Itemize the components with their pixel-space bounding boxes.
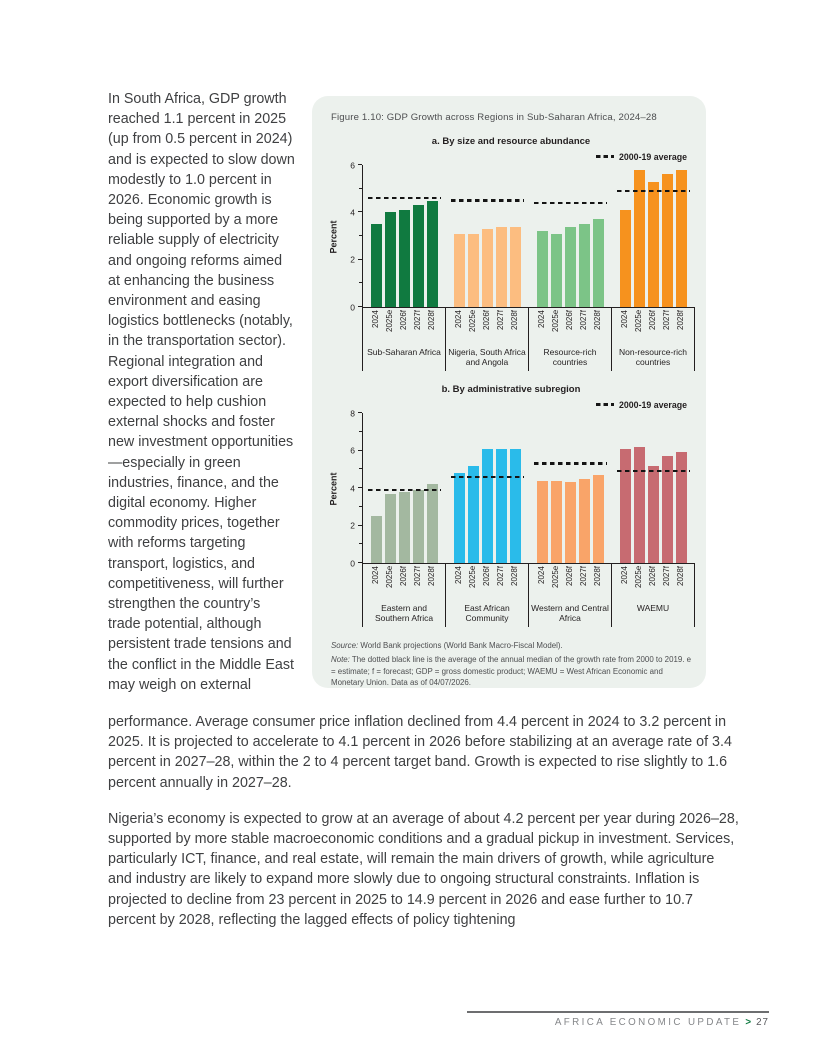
bar: [385, 212, 397, 307]
average-line: [617, 470, 690, 473]
year-labels: [612, 566, 694, 600]
bar: [413, 490, 425, 563]
year-tick-label: 2026f: [565, 566, 575, 587]
legend-label: 2000-19 average: [619, 399, 687, 410]
average-line: [617, 190, 690, 193]
figure-source-note: [331, 640, 691, 688]
group-label: Resource-rich countries: [543, 347, 597, 368]
chart-row: [327, 159, 695, 312]
year-tick-label: 2026f: [565, 310, 575, 331]
plot-area: [362, 165, 695, 308]
year-labels: [612, 310, 694, 344]
year-tick-label: 2028f: [510, 310, 520, 331]
bar-group: [529, 413, 612, 563]
x-group: [362, 564, 445, 627]
body-text: [108, 712, 740, 930]
y-tick-label: 0: [350, 557, 355, 568]
bar: [551, 234, 563, 307]
paragraph-1: performance. Average consumer price inflation declined from 4.4 percent in 2024 to 3.2 percent in 2025. It is projected to accelerate to 4.1 percent in 2026 before stabilizing at an average rate of 3.4 percent in 2027–28, within the 2 to 4 percent target band. Growth is expected to rise slightly to 1.6 percent annually in 2027–28.: [108, 714, 732, 791]
bar: [427, 201, 439, 308]
year-tick-label: 2027f: [413, 566, 423, 587]
footer-page-number: 27: [756, 1017, 769, 1028]
year-tick-label: 2026f: [648, 310, 658, 331]
y-axis-title: [327, 413, 340, 564]
bar-group: [446, 165, 529, 307]
year-tick-label: 2028f: [427, 310, 437, 331]
group-label: Western and Central Africa: [531, 603, 609, 624]
bar-group: [612, 165, 695, 307]
group-label: East African Community: [464, 603, 510, 624]
year-tick-label: 2025e: [551, 310, 561, 333]
bar: [620, 210, 632, 307]
year-tick-label: 2026f: [482, 310, 492, 331]
average-line-legend-swatch: [596, 403, 614, 406]
y-tick-label: 6: [350, 159, 355, 170]
bar: [454, 234, 466, 307]
y-tick-label: 8: [350, 407, 355, 418]
x-axis-band: [327, 308, 695, 371]
group-label: WAEMU: [636, 603, 670, 614]
group-label: Eastern and Southern Africa: [374, 603, 434, 624]
bar: [565, 482, 577, 563]
year-tick-label: 2025e: [634, 310, 644, 333]
year-tick-label: 2028f: [510, 566, 520, 587]
bar: [662, 174, 674, 307]
year-tick-label: 2028f: [676, 566, 686, 587]
bar: [634, 447, 646, 563]
chart-panel-b: [327, 384, 695, 627]
chart-panel-a: [327, 136, 695, 371]
bar: [510, 227, 522, 307]
year-labels: [363, 310, 445, 344]
bar-group: [612, 413, 695, 563]
panel-title: b. By administrative subregion: [441, 384, 581, 396]
average-line: [368, 489, 441, 492]
bar: [537, 231, 549, 307]
y-axis-title: [327, 165, 340, 308]
x-group: [445, 564, 528, 627]
year-tick-label: 2024: [620, 310, 630, 328]
panel-title: a. By size and resource abundance: [431, 136, 591, 147]
bar: [593, 475, 605, 563]
bar: [482, 449, 494, 563]
year-tick-label: 2027f: [662, 310, 672, 331]
year-tick-label: 2026f: [482, 566, 492, 587]
year-tick-label: 2025e: [468, 566, 478, 589]
bar: [565, 227, 577, 307]
average-line: [451, 476, 524, 479]
bar: [399, 492, 411, 563]
bar: [579, 224, 591, 307]
x-group: [611, 564, 694, 627]
y-axis: [340, 407, 362, 568]
year-tick-label: 2027f: [579, 566, 589, 587]
bar: [385, 494, 397, 563]
source-label: Source:: [331, 641, 359, 651]
year-tick-label: 2027f: [579, 310, 589, 331]
year-tick-label: 2025e: [468, 310, 478, 333]
y-tick-label: 4: [350, 207, 355, 218]
y-tick-label: 0: [350, 301, 355, 312]
bar: [371, 516, 383, 563]
average-line: [368, 197, 441, 200]
bar: [648, 182, 660, 307]
year-labels: [446, 566, 528, 600]
footer-rule: [467, 1011, 769, 1013]
y-tick-label: 2: [350, 520, 355, 531]
bar: [482, 229, 494, 307]
year-labels: [363, 566, 445, 600]
x-axis-spacer: [327, 564, 362, 627]
x-group: [528, 564, 611, 627]
source-text: World Bank projections (World Bank Macro-Fiscal Model).: [358, 641, 563, 651]
bar: [579, 479, 591, 563]
average-line: [451, 199, 524, 202]
year-tick-label: 2026f: [399, 310, 409, 331]
year-tick-label: 2028f: [676, 310, 686, 331]
year-tick-label: 2027f: [413, 310, 423, 331]
year-tick-label: 2024: [620, 566, 630, 584]
footer-report-title: AFRICA ECONOMIC UPDATE: [554, 1017, 742, 1028]
figure-title: Figure 1.10: GDP Growth across Regions in Sub-Saharan Africa, 2024–28: [331, 112, 657, 123]
source-line: [331, 640, 691, 651]
legend: [327, 151, 687, 162]
year-tick-label: 2025e: [385, 310, 395, 333]
paragraph-2: Nigeria’s economy is expected to grow at an average of about 4.2 percent per year during 2026–28, supported by more stable macroeconomic conditions and a gradual pickup in investment. Services, particularly ICT, finance, and real estate, will remain the main drivers of growth, while agriculture and industry are likely to expand more slowly due to ongoing structural constraints. Inflation is projected to decline from 23 percent in 2025 to 14.9 percent in 2026 and ease further to 10.7 percent by 2028, reflecting the lagged effects of policy tightening: [108, 810, 739, 928]
note-line: [331, 654, 691, 688]
bar: [593, 219, 605, 307]
year-tick-label: 2024: [537, 566, 547, 584]
year-tick-label: 2024: [454, 310, 464, 328]
x-groups: [362, 564, 695, 627]
bar: [399, 210, 411, 307]
bar: [510, 449, 522, 563]
x-axis-spacer: [327, 308, 362, 371]
note-text: The dotted black line is the average of the annual median of the growth rate from 2000 to 2019. e = estimate; f = forecast; GDP = gross domestic product; WAEMU = West African Economic and Monetary Union. Data as of 04/07/2026.: [331, 655, 692, 687]
plot-area: [362, 413, 695, 564]
bar: [496, 227, 508, 307]
legend: [327, 399, 687, 410]
bar-group: [446, 413, 529, 563]
year-labels: [446, 310, 528, 344]
footer-arrow-icon: >: [745, 1017, 752, 1028]
group-label: Sub-Saharan Africa: [367, 347, 441, 357]
footer: [390, 1017, 769, 1028]
x-group: [362, 308, 445, 371]
group-label: Nigeria, South Africa and Angola: [448, 347, 526, 368]
year-tick-label: 2024: [537, 310, 547, 328]
bar: [468, 234, 480, 307]
bar: [371, 224, 383, 307]
bar: [454, 473, 466, 563]
year-tick-label: 2026f: [399, 566, 409, 587]
y-tick-label: 6: [350, 445, 355, 456]
year-tick-label: 2025e: [551, 566, 561, 589]
y-axis-title-text: Percent: [328, 472, 339, 506]
x-axis-band: [327, 564, 695, 627]
year-labels: [529, 310, 611, 344]
legend-label: 2000-19 average: [619, 151, 687, 162]
group-label: Non-resource-rich countries: [618, 347, 688, 368]
bar: [551, 481, 563, 564]
bar: [537, 481, 549, 564]
year-tick-label: 2024: [371, 310, 381, 328]
year-tick-label: 2027f: [496, 310, 506, 331]
bar: [427, 484, 439, 563]
average-line: [534, 462, 607, 465]
year-tick-label: 2027f: [496, 566, 506, 587]
average-line-legend-swatch: [596, 155, 614, 158]
year-tick-label: 2025e: [634, 566, 644, 589]
chart-row: [327, 407, 695, 568]
y-tick-label: 4: [350, 482, 355, 493]
year-tick-label: 2028f: [593, 566, 603, 587]
x-group: [528, 308, 611, 371]
year-tick-label: 2028f: [593, 310, 603, 331]
year-tick-label: 2024: [371, 566, 381, 584]
x-groups: [362, 308, 695, 371]
average-line: [534, 202, 607, 205]
bar: [620, 449, 632, 563]
year-tick-label: 2028f: [427, 566, 437, 587]
year-tick-label: 2024: [454, 566, 464, 584]
bar-group: [363, 413, 446, 563]
note-label: Note:: [331, 655, 350, 665]
left-text-column: In South Africa, GDP growth reached 1.1 percent in 2025 (up from 0.5 percent in 2024) and is expected to slow down modestly to 1.0 percent in 2026. Economic growth is being supported by a more reliable supply of electricity and ongoing reforms aimed at enhancing the business environment and easing logistics bottlenecks (notably, in the transportation sector). Regional integration and export diversification are expected to help cushion external shocks and foster new investment opportunities—especially in green industries, finance, and the digital economy. Higher commodity prices, together with reforms targeting transport, logistics, and competitiveness, will further strengthen the country’s trade potential, although persistent trade tensions and the conflict in the Middle East may weigh on external: [108, 91, 295, 693]
bar: [496, 449, 508, 563]
year-labels: [529, 566, 611, 600]
y-axis: [340, 159, 362, 312]
x-group: [611, 308, 694, 371]
x-group: [445, 308, 528, 371]
bar-group: [529, 165, 612, 307]
year-tick-label: 2027f: [662, 566, 672, 587]
y-tick-label: 2: [350, 254, 355, 265]
year-tick-label: 2026f: [648, 566, 658, 587]
bar: [468, 466, 480, 564]
bar: [413, 205, 425, 307]
figure-box: [312, 96, 706, 688]
year-tick-label: 2025e: [385, 566, 395, 589]
bar: [648, 466, 660, 564]
y-axis-title-text: Percent: [328, 219, 339, 254]
bar-group: [363, 165, 446, 307]
